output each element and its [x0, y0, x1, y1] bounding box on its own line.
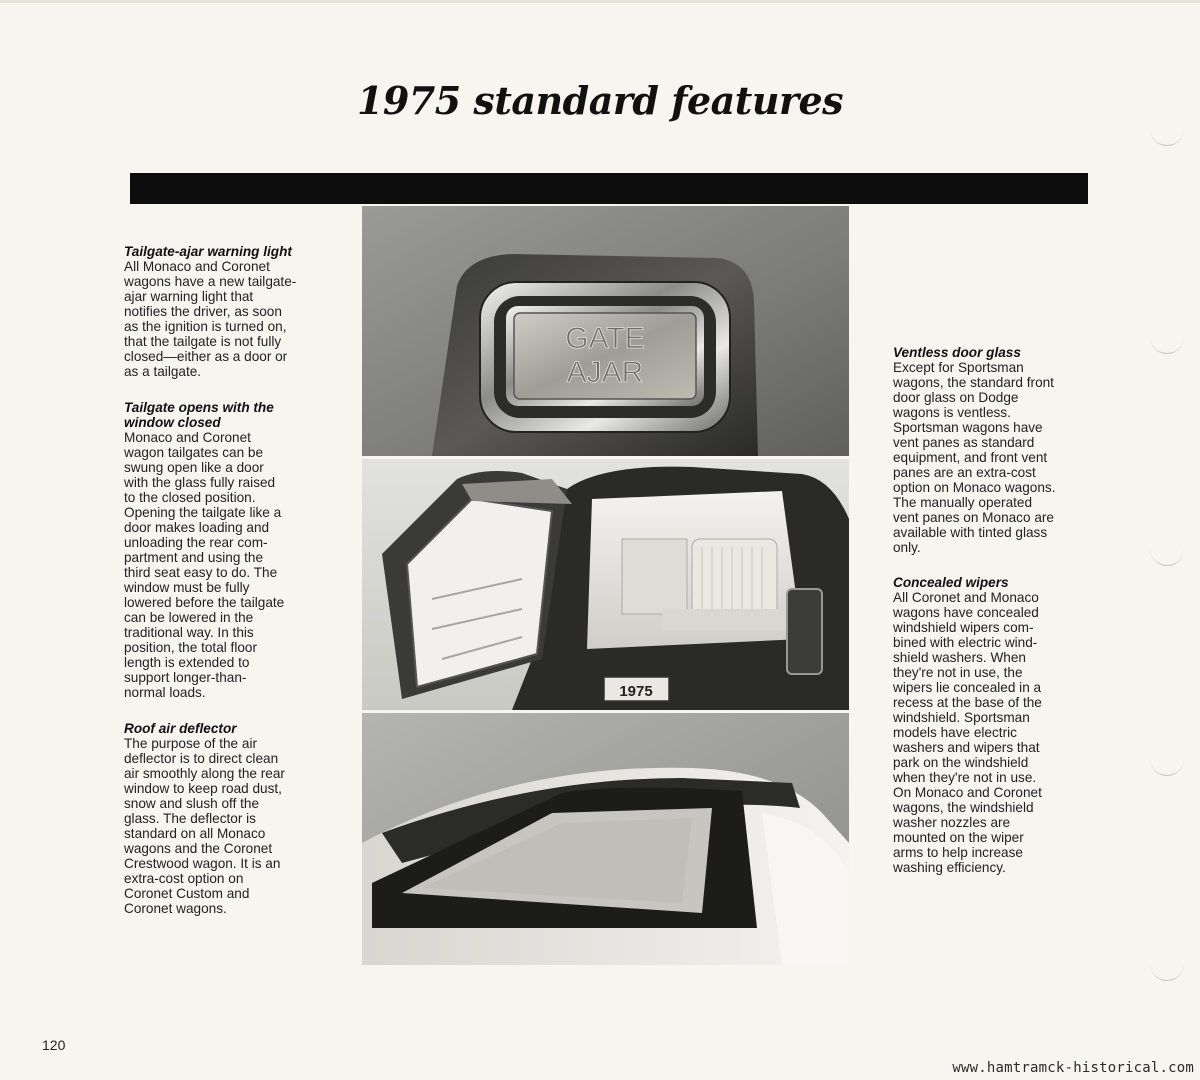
license-plate-text: 1975: [619, 683, 653, 700]
feature-body: All Coronet and Monaco wagons have concealed windshield wipers com- bined with electric wind- shield washers. When they're not in use, the wipers lie concealed in a recess at the base of the windshield. Sportsman models have electric washers and wipers that park on the windshield when they're not in use. On Monaco and Coronet wagons, the windshield washer nozzles are mounted on the wiper arms to help increase washing efficiency.: [893, 590, 1042, 875]
feature-body: The purpose of the air deflector is to direct clean air smoothly along the rear window to keep road dust, snow and slush off the glass. The deflector is standard on all Monaco wagons and the Coronet Crestwood wagon. It is an extra-cost option on Coronet Custom and Coronet wagons.: [124, 736, 285, 916]
top-edge-rule: [0, 0, 1200, 3]
feature-heading: Tailgate-ajar warning light: [124, 244, 292, 259]
right-text-column: [893, 345, 1103, 895]
title-divider-bar: [130, 173, 1088, 204]
gate-ajar-light-photo: [362, 206, 849, 456]
feature-concealed-wipers: [893, 575, 1103, 875]
gate-badge-text-line2: AJAR: [566, 356, 644, 389]
feature-body: Monaco and Coronet wagon tailgates can be swung open like a door with the glass fully raised to the closed position. Opening the tailgate like a door makes loading and unloading the rear com- partment and using the third seat easy to do. The window must be fully lowered before the tailgate can be lowered in the traditional way. In this position, the total floor length is extended to support longer-than- normal loads.: [124, 430, 285, 700]
feature-roof-air-deflector: [124, 721, 344, 916]
roof-air-deflector-photo: [362, 713, 849, 965]
binder-hole-mark: [1150, 333, 1184, 354]
binder-hole-mark: [1150, 125, 1184, 146]
tailgate-open-photo: [362, 459, 849, 710]
feature-heading: Ventless door glass: [893, 345, 1021, 360]
feature-heading: Concealed wipers: [893, 575, 1009, 590]
feature-body: Except for Sportsman wagons, the standard front door glass on Dodge wagons is ventless. Sportsman wagons have vent panes as standard equipment, and front vent panes are an extra-cost option on Monaco wagons. The manually operated vent panes on Monaco are available with tinted glass only.: [893, 360, 1056, 555]
watermark-url: www.hamtramck-historical.com: [952, 1060, 1194, 1076]
feature-body: All Monaco and Coronet wagons have a new tailgate- ajar warning light that notifies the driver, as soon as the ignition is turned on, that the tailgate is not fully closed—either as a door or as a tailgate.: [124, 259, 297, 379]
feature-tailgate-opens-window-closed: [124, 400, 344, 700]
feature-ventless-door-glass: [893, 345, 1103, 555]
page-title: 1975 standard features: [356, 78, 844, 123]
left-text-column: [124, 244, 344, 937]
gate-badge-text-line1: GATE: [565, 322, 645, 355]
binder-hole-mark: [1150, 960, 1184, 981]
page-number: 120: [42, 1037, 66, 1053]
feature-heading: Roof air deflector: [124, 721, 237, 736]
binder-hole-mark: [1150, 545, 1184, 566]
binder-hole-mark: [1150, 755, 1184, 776]
feature-tailgate-ajar-light: [124, 244, 344, 379]
feature-heading: Tailgate opens with the window closed: [124, 400, 274, 430]
